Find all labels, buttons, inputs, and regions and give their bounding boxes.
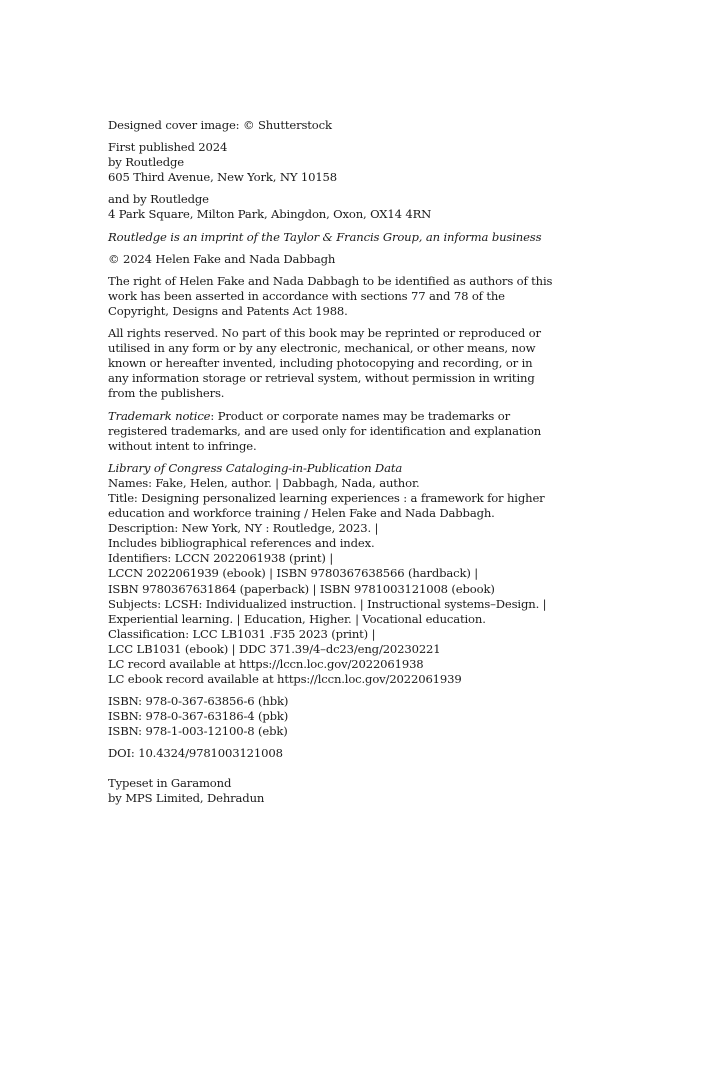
first-published: First published 2024: [108, 140, 228, 155]
doi: DOI: 10.4324/9781003121008: [108, 746, 283, 761]
cip-line: Subjects: LCSH: Individualized instruction. | Instructional systems–Design. |: [108, 596, 547, 611]
copyright-page: [108, 118, 553, 813]
moral-rights-line: Copyright, Designs and Patents Act 1988.: [108, 303, 348, 318]
cip-block: [108, 460, 547, 687]
publisher-name-2: and by Routledge: [108, 192, 209, 207]
cip-line: Title: Designing personalized learning experiences : a framework for higher: [108, 490, 545, 505]
moral-rights-block: [108, 273, 553, 319]
rights-reserved-line: from the publishers.: [108, 386, 225, 401]
trademark-line: registered trademarks, and are used only for identification and explanation: [108, 423, 542, 438]
cip-line: ISBN 9780367631864 (paperback) | ISBN 9781003121008 (ebook): [108, 581, 495, 596]
rights-reserved-line: any information storage or retrieval system, without permission in writing: [108, 371, 535, 386]
cover-credit-block: [108, 118, 518, 133]
moral-rights-line: work has been asserted in accordance with sections 77 and 78 of the: [108, 288, 505, 303]
cip-heading: Library of Congress Cataloging-in-Publication Data: [108, 460, 403, 475]
typeset-font: Typeset in Garamond: [108, 775, 232, 790]
cip-line: LCCN 2022061939 (ebook) | ISBN 9780367638566 (hardback) |: [108, 566, 479, 581]
doi-block: [108, 746, 518, 761]
trademark-text: : Product or corporate names may be trademarks or: [210, 408, 510, 423]
typesetter: by MPS Limited, Dehradun: [108, 790, 265, 805]
moral-rights-line: The right of Helen Fake and Nada Dabbagh to be identified as authors of this: [108, 273, 553, 288]
cip-line: LC record available at https://lccn.loc.gov/2022061938: [108, 657, 424, 671]
second-publisher-block: [108, 192, 518, 222]
publisher-address-2: 4 Park Square, Milton Park, Abingdon, Oxon, OX14 4RN: [108, 207, 432, 222]
cover-credit: Designed cover image: © Shutterstock: [108, 118, 332, 132]
cip-line: Identifiers: LCCN 2022061938 (print) |: [108, 551, 334, 566]
cip-line: Names: Fake, Helen, author. | Dabbagh, Nada, author.: [108, 475, 420, 490]
first-published-block: [108, 140, 518, 185]
trademark-block: [108, 408, 542, 454]
isbn-line: ISBN: 978-0-367-63856-6 (hbk): [108, 694, 289, 709]
rights-reserved-block: [108, 326, 541, 401]
trademark-label: Trademark notice: [108, 408, 211, 423]
isbn-block: [108, 694, 518, 739]
typeset-block: [108, 776, 518, 806]
rights-reserved-line: utilised in any form or by any electronic, mechanical, or other means, now: [108, 341, 536, 356]
cip-line: education and workforce training / Helen Fake and Nada Dabbagh.: [108, 506, 495, 521]
cip-line: LC ebook record available at https://lccn.loc.gov/2022061939: [108, 672, 462, 687]
imprint-block: [108, 229, 542, 245]
copyright-notice: © 2024 Helen Fake and Nada Dabbagh: [108, 251, 336, 266]
cip-line: LCC LB1031 (ebook) | DDC 371.39/4–dc23/eng/20230221: [108, 641, 441, 656]
publisher-address-1: 605 Third Avenue, New York, NY 10158: [108, 170, 337, 185]
trademark-line: [108, 409, 518, 424]
isbn-line: ISBN: 978-1-003-12100-8 (ebk): [108, 724, 288, 739]
cip-line: Includes bibliographical references and index.: [108, 536, 375, 551]
imprint-note: Routledge is an imprint of the Taylor & Francis Group, an informa business: [108, 229, 542, 244]
cip-line: Classification: LCC LB1031 .F35 2023 (print) |: [108, 626, 376, 641]
isbn-line: ISBN: 978-0-367-63186-4 (pbk): [108, 709, 289, 724]
cip-line: Experiential learning. | Education, Higher. | Vocational education.: [108, 611, 486, 626]
rights-reserved-line: All rights reserved. No part of this book may be reprinted or reproduced or: [108, 326, 541, 341]
publisher-name-1: by Routledge: [108, 155, 184, 170]
cip-line: Description: New York, NY : Routledge, 2023. |: [108, 521, 379, 536]
copyright-block: [108, 252, 518, 267]
trademark-line: without intent to infringe.: [108, 438, 257, 453]
rights-reserved-line: known or hereafter invented, including photocopying and recording, or in: [108, 356, 533, 371]
